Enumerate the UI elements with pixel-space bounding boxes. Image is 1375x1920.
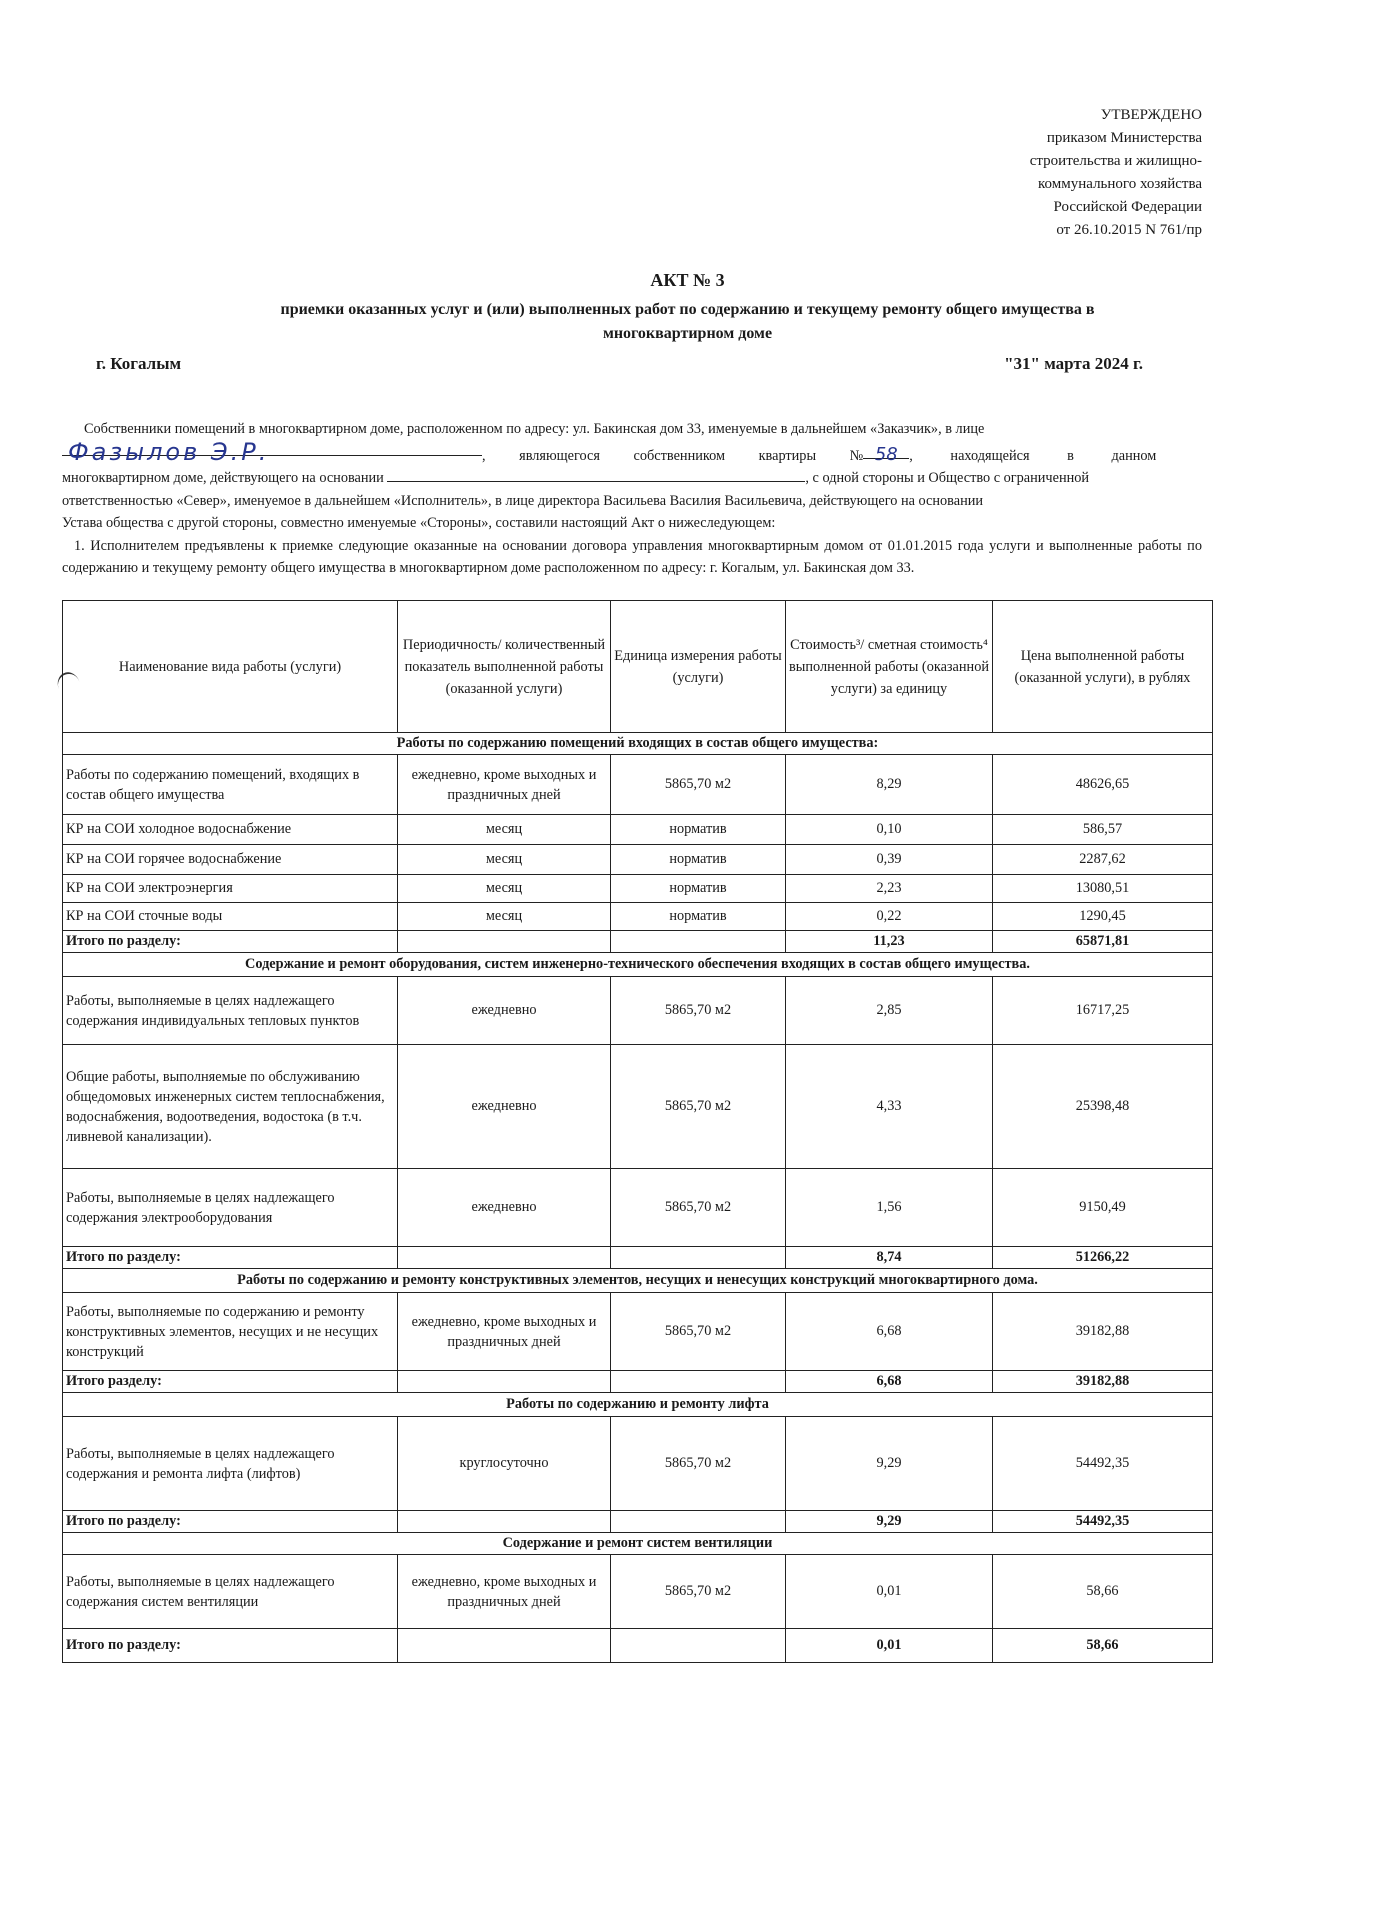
empty-cell <box>611 1629 786 1663</box>
section-total-row <box>63 1371 1213 1393</box>
act-subtitle <box>120 298 1255 346</box>
table-header-row <box>63 601 1213 733</box>
cell-price: 2287,62 <box>993 845 1213 875</box>
section-title: Содержание и ремонт систем вентиляции <box>63 1533 1213 1555</box>
section-total-row <box>63 931 1213 953</box>
total-price: 39182,88 <box>993 1371 1213 1393</box>
table-row <box>63 875 1213 903</box>
section-title-row <box>63 1269 1213 1293</box>
total-label: Итого по разделу: <box>63 931 398 953</box>
cell-unit: 5865,70 м2 <box>611 1555 786 1629</box>
cell-unit: 5865,70 м2 <box>611 755 786 815</box>
cell-periodicity: круглосуточно <box>398 1417 611 1511</box>
cell-unit: норматив <box>611 815 786 845</box>
cell-unit: 5865,70 м2 <box>611 1169 786 1247</box>
cell-periodicity: ежедневно <box>398 977 611 1045</box>
section-total-row <box>63 1629 1213 1663</box>
cell-work-name: Работы, выполняемые по содержанию и ремонту конструктивных элементов, несущих и не несущих конструкций <box>63 1293 398 1371</box>
table-row <box>63 903 1213 931</box>
approval-line: приказом Министерства <box>1046 130 1202 146</box>
cell-unit-cost: 0,01 <box>786 1555 993 1629</box>
empty-cell <box>611 931 786 953</box>
table-row <box>63 977 1213 1045</box>
intro-paragraph <box>62 418 1202 580</box>
cell-price: 39182,88 <box>993 1293 1213 1371</box>
header-work-name: Наименование вида работы (услуги) <box>63 601 398 733</box>
intro-text: многоквартирном доме, действующего на основании <box>62 470 384 486</box>
header-price: Цена выполненной работы (оказанной услуги), в рублях <box>993 601 1213 733</box>
empty-cell <box>398 1629 611 1663</box>
total-price: 51266,22 <box>993 1247 1213 1269</box>
total-cost: 6,68 <box>786 1371 993 1393</box>
cell-price: 25398,48 <box>993 1045 1213 1169</box>
cell-unit: норматив <box>611 845 786 875</box>
table-row <box>63 1293 1213 1371</box>
cell-price: 9150,49 <box>993 1169 1213 1247</box>
empty-cell <box>398 1247 611 1269</box>
cell-unit-cost: 1,56 <box>786 1169 993 1247</box>
approval-line: Российской Федерации <box>1053 199 1202 215</box>
signature-field <box>62 437 482 466</box>
total-cost: 8,74 <box>786 1247 993 1269</box>
cell-unit-cost: 0,22 <box>786 903 993 931</box>
section-title: Содержание и ремонт оборудования, систем инженерно-технического обеспечения входящих в состав общего имущества. <box>63 953 1213 977</box>
section-title: Работы по содержанию помещений входящих в состав общего имущества: <box>63 733 1213 755</box>
intro-line: ответственностью «Север», именуемое в дальнейшем «Исполнитель», в лице директора Васильева Василия Васильевича, действующего на основании <box>62 492 984 509</box>
total-price: 54492,35 <box>993 1511 1213 1533</box>
approval-line: строительства и жилищно- <box>1029 153 1202 169</box>
cell-unit: 5865,70 м2 <box>611 1045 786 1169</box>
section-total-row <box>63 1247 1213 1269</box>
section-title-row <box>63 1393 1213 1417</box>
cell-periodicity: ежедневно, кроме выходных и праздничных дней <box>398 1555 611 1629</box>
cell-price: 1290,45 <box>993 903 1213 931</box>
total-cost: 0,01 <box>786 1629 993 1663</box>
cell-unit-cost: 2,23 <box>786 875 993 903</box>
act-date: "31" марта 2024 г. <box>1004 354 1143 373</box>
cell-periodicity: ежедневно <box>398 1045 611 1169</box>
empty-cell <box>611 1247 786 1269</box>
cell-work-name: Работы, выполняемые в целях надлежащего содержания электрооборудования <box>63 1169 398 1247</box>
handwritten-signature: Фазылов Э.Р. <box>68 437 270 466</box>
cell-unit: 5865,70 м2 <box>611 1293 786 1371</box>
header-unit: Единица измерения работы (услуги) <box>611 601 786 733</box>
cell-unit: норматив <box>611 903 786 931</box>
total-price: 65871,81 <box>993 931 1213 953</box>
cell-unit: норматив <box>611 875 786 903</box>
cell-work-name: КР на СОИ сточные воды <box>63 903 398 931</box>
cell-unit-cost: 9,29 <box>786 1417 993 1511</box>
approval-line: коммунального хозяйства <box>1038 176 1202 192</box>
city: г. Когалым <box>96 354 182 373</box>
intro-line: Устава общества с другой стороны, совместно именуемые «Стороны», составили настоящий Акт о нижеследующем: <box>62 515 776 531</box>
total-label: Итого по разделу: <box>63 1511 398 1533</box>
table-row <box>63 1555 1213 1629</box>
section-title: Работы по содержанию и ремонту лифта <box>63 1393 1213 1417</box>
approval-line: от 26.10.2015 N 761/пр <box>1056 222 1202 238</box>
header-unit-cost: Стоимость³/ сметная стоимость⁴ выполненной работы (оказанной услуги) за единицу <box>786 601 993 733</box>
cell-unit-cost: 0,39 <box>786 845 993 875</box>
located-text: , находящейся в данном <box>909 447 1157 464</box>
cell-periodicity: ежедневно, кроме выходных и праздничных дней <box>398 755 611 815</box>
cell-work-name: Работы, выполняемые в целях надлежащего содержания и ремонта лифта (лифтов) <box>63 1417 398 1511</box>
act-subtitle-line: многоквартирном доме <box>602 325 773 342</box>
owner-text: , являющегося собственником квартиры № <box>482 447 864 464</box>
empty-cell <box>611 1511 786 1533</box>
empty-cell <box>398 1511 611 1533</box>
cell-price: 54492,35 <box>993 1417 1213 1511</box>
header-periodicity: Периодичность/ количественный показатель выполненной работы (оказанной услуги) <box>398 601 611 733</box>
total-label: Итого разделу: <box>63 1371 398 1393</box>
apartment-field <box>863 443 909 465</box>
cell-price: 13080,51 <box>993 875 1213 903</box>
works-table <box>62 600 1213 1663</box>
table-row <box>63 755 1213 815</box>
intro-line: Собственники помещений в многоквартирном доме, расположенном по адресу: ул. Бакинская дом 33, именуемые в дальнейшем «Заказчик», в лице <box>84 421 985 437</box>
cell-work-name: КР на СОИ горячее водоснабжение <box>63 845 398 875</box>
cell-unit-cost: 6,68 <box>786 1293 993 1371</box>
item-1-paragraph: 1. Исполнителем предъявлены к приемке следующие оказанные на основании договора управления многоквартирным домом от 01.01.2015 года услуги и выполненные работы по содержанию и текущему ремонту общего имущества в многоквартирном доме расположенном по адресу: г. Когалым, ул. Бакинская дом 33. <box>62 537 1202 576</box>
cell-periodicity: месяц <box>398 815 611 845</box>
act-title: АКТ № 3 <box>650 270 725 290</box>
cell-unit: 5865,70 м2 <box>611 977 786 1045</box>
cell-periodicity: ежедневно, кроме выходных и праздничных дней <box>398 1293 611 1371</box>
table-row <box>63 1417 1213 1511</box>
table-row <box>63 815 1213 845</box>
cell-work-name: Работы, выполняемые в целях надлежащего содержания индивидуальных тепловых пунктов <box>63 977 398 1045</box>
cell-work-name: КР на СОИ электроэнергия <box>63 875 398 903</box>
cell-unit: 5865,70 м2 <box>611 1417 786 1511</box>
empty-cell <box>398 931 611 953</box>
apartment-number: 58 <box>874 443 898 465</box>
cell-price: 58,66 <box>993 1555 1213 1629</box>
total-label: Итого по разделу: <box>63 1247 398 1269</box>
approval-line: УТВЕРЖДЕНО <box>1100 107 1202 123</box>
cell-work-name: КР на СОИ холодное водоснабжение <box>63 815 398 845</box>
cell-unit-cost: 0,10 <box>786 815 993 845</box>
cell-periodicity: месяц <box>398 845 611 875</box>
table-row <box>63 845 1213 875</box>
cell-periodicity: месяц <box>398 875 611 903</box>
section-title-row <box>63 733 1213 755</box>
basis-field <box>387 467 805 482</box>
cell-periodicity: месяц <box>398 903 611 931</box>
section-title-row <box>63 1533 1213 1555</box>
cell-unit-cost: 4,33 <box>786 1045 993 1169</box>
intro-line <box>62 437 1202 468</box>
cell-price: 48626,65 <box>993 755 1213 815</box>
empty-cell <box>611 1371 786 1393</box>
total-label: Итого по разделу: <box>63 1629 398 1663</box>
cell-work-name: Работы по содержанию помещений, входящих в состав общего имущества <box>63 755 398 815</box>
total-price: 58,66 <box>993 1629 1213 1663</box>
approval-stamp <box>902 104 1202 242</box>
cell-unit-cost: 2,85 <box>786 977 993 1045</box>
cell-unit-cost: 8,29 <box>786 755 993 815</box>
total-cost: 9,29 <box>786 1511 993 1533</box>
cell-price: 586,57 <box>993 815 1213 845</box>
section-total-row <box>63 1511 1213 1533</box>
intro-text: , с одной стороны и Общество с ограниченной <box>805 470 1090 486</box>
cell-periodicity: ежедневно <box>398 1169 611 1247</box>
cell-price: 16717,25 <box>993 977 1213 1045</box>
table-row <box>63 1169 1213 1247</box>
section-title-row <box>63 953 1213 977</box>
cell-work-name: Общие работы, выполняемые по обслуживанию общедомовых инженерных систем теплоснабжения, водоснабжения, водоотведения, водостока (в т.ч. ливневой канализации). <box>63 1045 398 1169</box>
intro-line <box>62 467 1202 490</box>
table-row <box>63 1045 1213 1169</box>
total-cost: 11,23 <box>786 931 993 953</box>
cell-work-name: Работы, выполняемые в целях надлежащего содержания систем вентиляции <box>63 1555 398 1629</box>
section-title: Работы по содержанию и ремонту конструктивных элементов, несущих и ненесущих конструкций многоквартирного дома. <box>63 1269 1213 1293</box>
act-subtitle-line: приемки оказанных услуг и (или) выполненных работ по содержанию и текущему ремонту общего имущества в <box>280 301 1095 318</box>
empty-cell <box>398 1371 611 1393</box>
